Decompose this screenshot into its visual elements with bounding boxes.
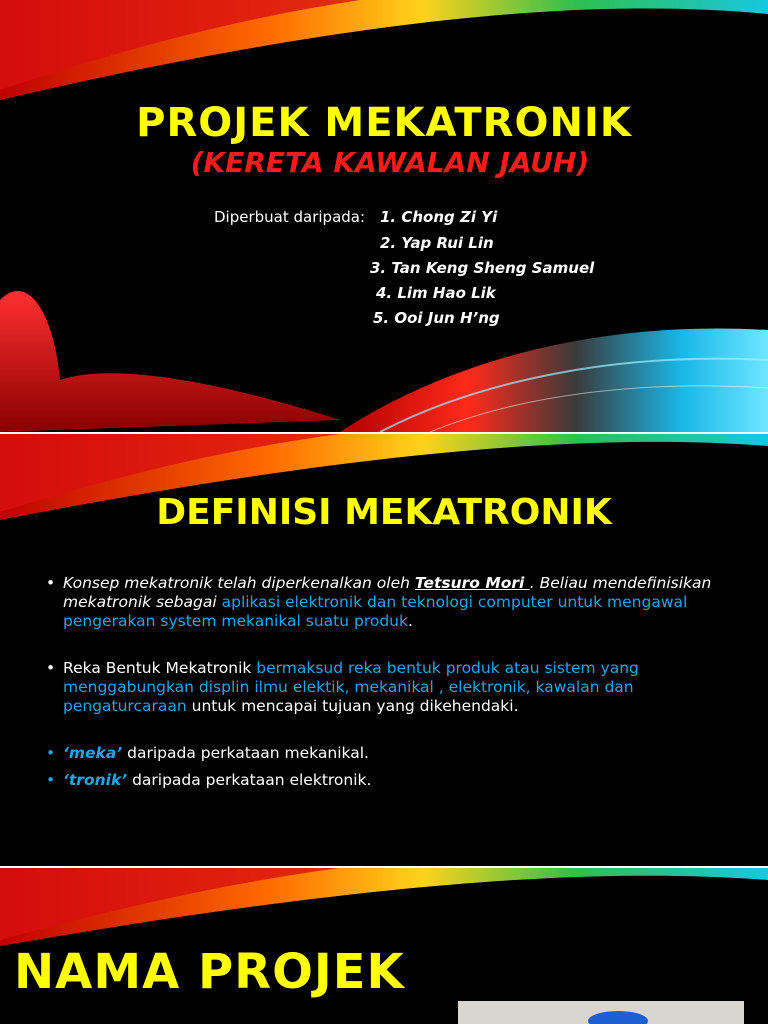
slide-project-name (0, 868, 768, 1024)
member-item: 3. Tan Keng Sheng Samuel (370, 259, 595, 277)
project-photo (458, 1001, 744, 1024)
bullet-marker: • (46, 771, 56, 789)
bullet-list (46, 574, 736, 798)
term: ‘meka’ (63, 744, 123, 762)
decorative-swoosh (0, 868, 768, 948)
byline-label: Diperbuat daripada: (214, 208, 366, 226)
list-item (46, 771, 736, 790)
bullet-marker: • (46, 659, 56, 677)
car-image-fragment (588, 1011, 648, 1024)
slide-title-heading: PROJEK MEKATRONIK (136, 100, 632, 146)
slide-definition (0, 434, 768, 866)
bullet-text: Reka Bentuk Mekatronik (63, 659, 257, 677)
bullet-marker: • (46, 744, 56, 762)
member-item: 2. Yap Rui Lin (380, 234, 494, 252)
bullet-marker: • (46, 574, 56, 592)
term: ‘tronik’ (63, 771, 128, 789)
member-list (0, 208, 768, 338)
bullet-text: daripada perkataan mekanikal. (122, 744, 369, 762)
slide-heading: NAMA PROJEK (14, 944, 405, 1000)
person-name: Tetsuro Mori (414, 574, 530, 592)
member-item: 5. Ooi Jun H’ng (373, 309, 500, 327)
bullet-text: . Beliau mendefinisikan mekatronik sebagai (63, 574, 712, 611)
bullet-text: untuk mencapai tujuan yang dikehendaki. (186, 697, 519, 715)
slide-subtitle: (KERETA KAWALAN JAUH) (190, 146, 590, 179)
highlight-text: aplikasi elektronik dan teknologi computer untuk mengawal pengerakan system mekanikal suatu produk (63, 593, 688, 630)
member-item: 1. Chong Zi Yi (380, 208, 498, 226)
highlight-text: bermaksud reka bentuk produk atau sistem yang menggabungkan displin ilmu elektik, mekanikal , elektronik, kawalan dan pengaturcaraan (63, 659, 639, 715)
slide-heading: DEFINISI MEKATRONIK (156, 492, 612, 533)
bullet-text: daripada perkataan elektronik. (127, 771, 372, 789)
list-item (46, 659, 736, 716)
list-item (46, 744, 736, 763)
bullet-text: Konsep mekatronik telah diperkenalkan oleh (63, 574, 415, 592)
list-item (46, 574, 736, 631)
member-item: 4. Lim Hao Lik (376, 284, 496, 302)
bullet-text: . (407, 612, 413, 630)
slide-title (0, 0, 768, 432)
